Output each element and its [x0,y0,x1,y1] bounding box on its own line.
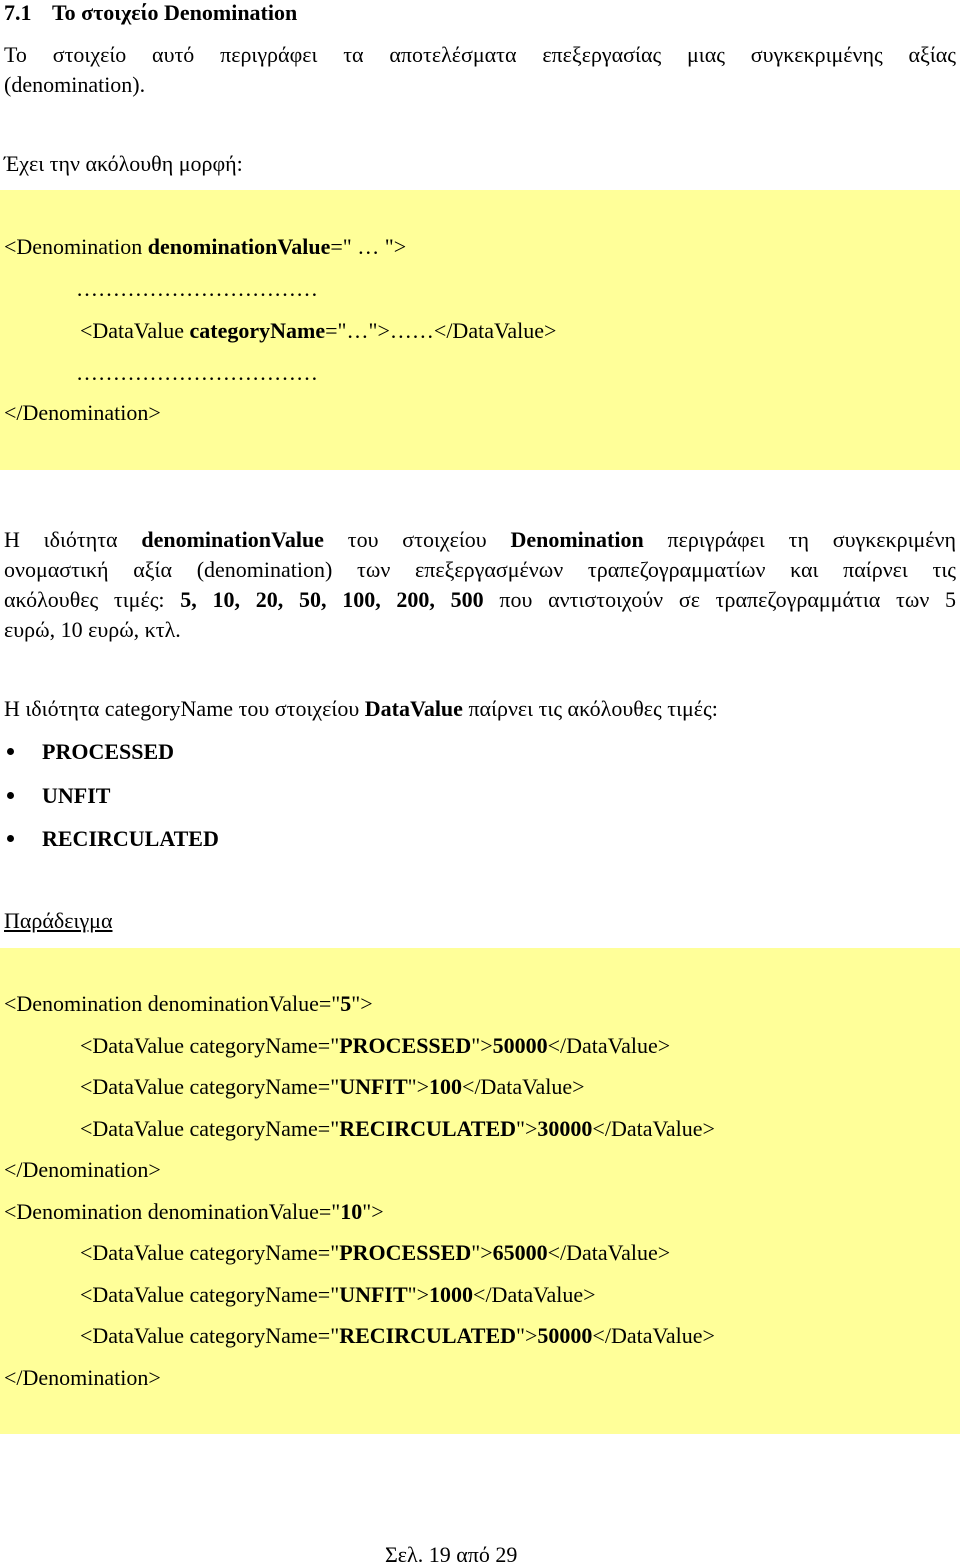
example-heading: Παράδειγμα [4,908,113,933]
example-value: 30000 [537,1116,593,1141]
syntax-open-post: =" … "> [330,234,407,259]
example-text: <DataValue categoryName=" [80,1240,340,1265]
desc1-text-4: ακόλουθες τιμές: [4,587,181,612]
desc2-bold-element: DataValue [364,696,463,721]
example-category: RECIRCULATED [339,1323,517,1348]
description-paragraph-2 [4,696,718,722]
example-text: </DataValue> [547,1033,671,1058]
example-text: <DataValue categoryName=" [80,1116,340,1141]
example-datavalue-row [80,1323,715,1349]
example-denomination-open-1 [4,991,373,1017]
example-text: <DataValue categoryName=" [80,1323,340,1348]
format-label: Έχει την ακόλουθη μορφή: [4,151,243,176]
example-block [0,948,960,1434]
desc1-bold-element: Denomination [510,527,644,552]
example-denomination-close-2: </Denomination> [4,1365,161,1390]
example-value: 1000 [429,1282,474,1307]
example-text: </DataValue> [592,1116,715,1141]
example-datavalue-row [80,1033,670,1059]
page-number: Σελ. 19 από 29 [385,1542,518,1567]
example-datavalue-row [80,1240,670,1266]
intro-line-1: Το στοιχείο αυτό περιγράφει τα αποτελέσματα επεξεργασίας μιας συγκεκριμένης αξίας [4,42,956,67]
desc1-text-2: του στοιχείου [323,527,511,552]
syntax-dots-1: …………………………… [76,276,318,301]
example-text: <DataValue categoryName=" [80,1033,340,1058]
section-heading [4,0,297,26]
example-text: <DataValue categoryName=" [80,1074,340,1099]
example-value: 5 [340,991,352,1016]
example-text: <Denomination denominationValue=" [4,991,341,1016]
example-denomination-close-1: </Denomination> [4,1157,161,1182]
syntax-close-tag: </Denomination> [4,400,161,425]
syntax-dv-post: ="…">……</DataValue> [325,318,557,343]
intro-line-2: (denomination). [4,72,146,97]
desc1-bold-attr: denominationValue [141,527,324,552]
syntax-open-text: <Denomination [4,234,148,259]
example-text: <Denomination denominationValue=" [4,1199,341,1224]
example-text: "> [362,1199,384,1224]
desc2-text-2: παίρνει τις ακόλουθες τιμές: [462,696,718,721]
example-text: "> [471,1033,493,1058]
example-category: RECIRCULATED [339,1116,517,1141]
example-category: PROCESSED [339,1033,472,1058]
example-value: 65000 [492,1240,548,1265]
syntax-dv-attr: categoryName [189,318,326,343]
desc1-line-3 [4,585,956,615]
example-text: </DataValue> [547,1240,671,1265]
example-category: UNFIT [339,1074,408,1099]
example-text: </DataValue> [473,1282,596,1307]
example-datavalue-row [80,1074,585,1100]
syntax-open-attr: denominationValue [147,234,331,259]
syntax-datavalue-tag [80,318,556,344]
bullet-icon [7,748,14,755]
desc1-line-1 [4,525,956,555]
desc1-line-2: ονομαστική αξία (denomination) των επεξεργασμένων τραπεζογραμματίων και παίρνει τις [4,557,956,582]
example-value: 50000 [537,1323,593,1348]
example-text: "> [351,991,373,1016]
example-category: PROCESSED [339,1240,472,1265]
bullet-label: RECIRCULATED [42,826,219,851]
desc1-text-1: Η ιδιότητα [4,527,142,552]
desc1-line-4: ευρώ, 10 ευρώ, κτλ. [4,617,181,642]
example-text: </DataValue> [462,1074,585,1099]
bullet-icon [7,792,14,799]
example-text: "> [407,1282,430,1307]
section-title: Το στοιχείο Denomination [52,0,298,25]
intro-paragraph [4,40,956,100]
example-text: "> [516,1116,538,1141]
desc1-text-3: περιγράφει τη συγκεκριμένη [643,527,956,552]
example-text: "> [407,1074,430,1099]
section-number: 7.1 [4,0,32,25]
desc1-bold-values: 5, 10, 20, 50, 100, 200, 500 [180,587,484,612]
bullet-label: PROCESSED [42,739,175,764]
example-text: <DataValue categoryName=" [80,1282,340,1307]
syntax-open-tag [4,234,406,260]
example-text: </DataValue> [592,1323,715,1348]
example-category: UNFIT [339,1282,408,1307]
example-datavalue-row [80,1116,715,1142]
example-value: 10 [340,1199,363,1224]
bullet-icon [7,835,14,842]
example-value: 100 [429,1074,463,1099]
desc1-text-5: που αντιστοιχούν σε τραπεζογραμμάτια των 5 [483,587,957,612]
example-value: 50000 [492,1033,548,1058]
example-text: "> [471,1240,493,1265]
bullet-label: UNFIT [42,783,111,808]
syntax-block [0,190,960,470]
example-denomination-open-2 [4,1199,384,1225]
syntax-dv-text: <DataValue [80,318,190,343]
description-paragraph-1 [4,525,956,645]
desc2-text-1: Η ιδιότητα categoryName του στοιχείου [4,696,365,721]
example-datavalue-row [80,1282,596,1308]
example-text: "> [516,1323,538,1348]
syntax-dots-2: …………………………… [76,360,318,385]
